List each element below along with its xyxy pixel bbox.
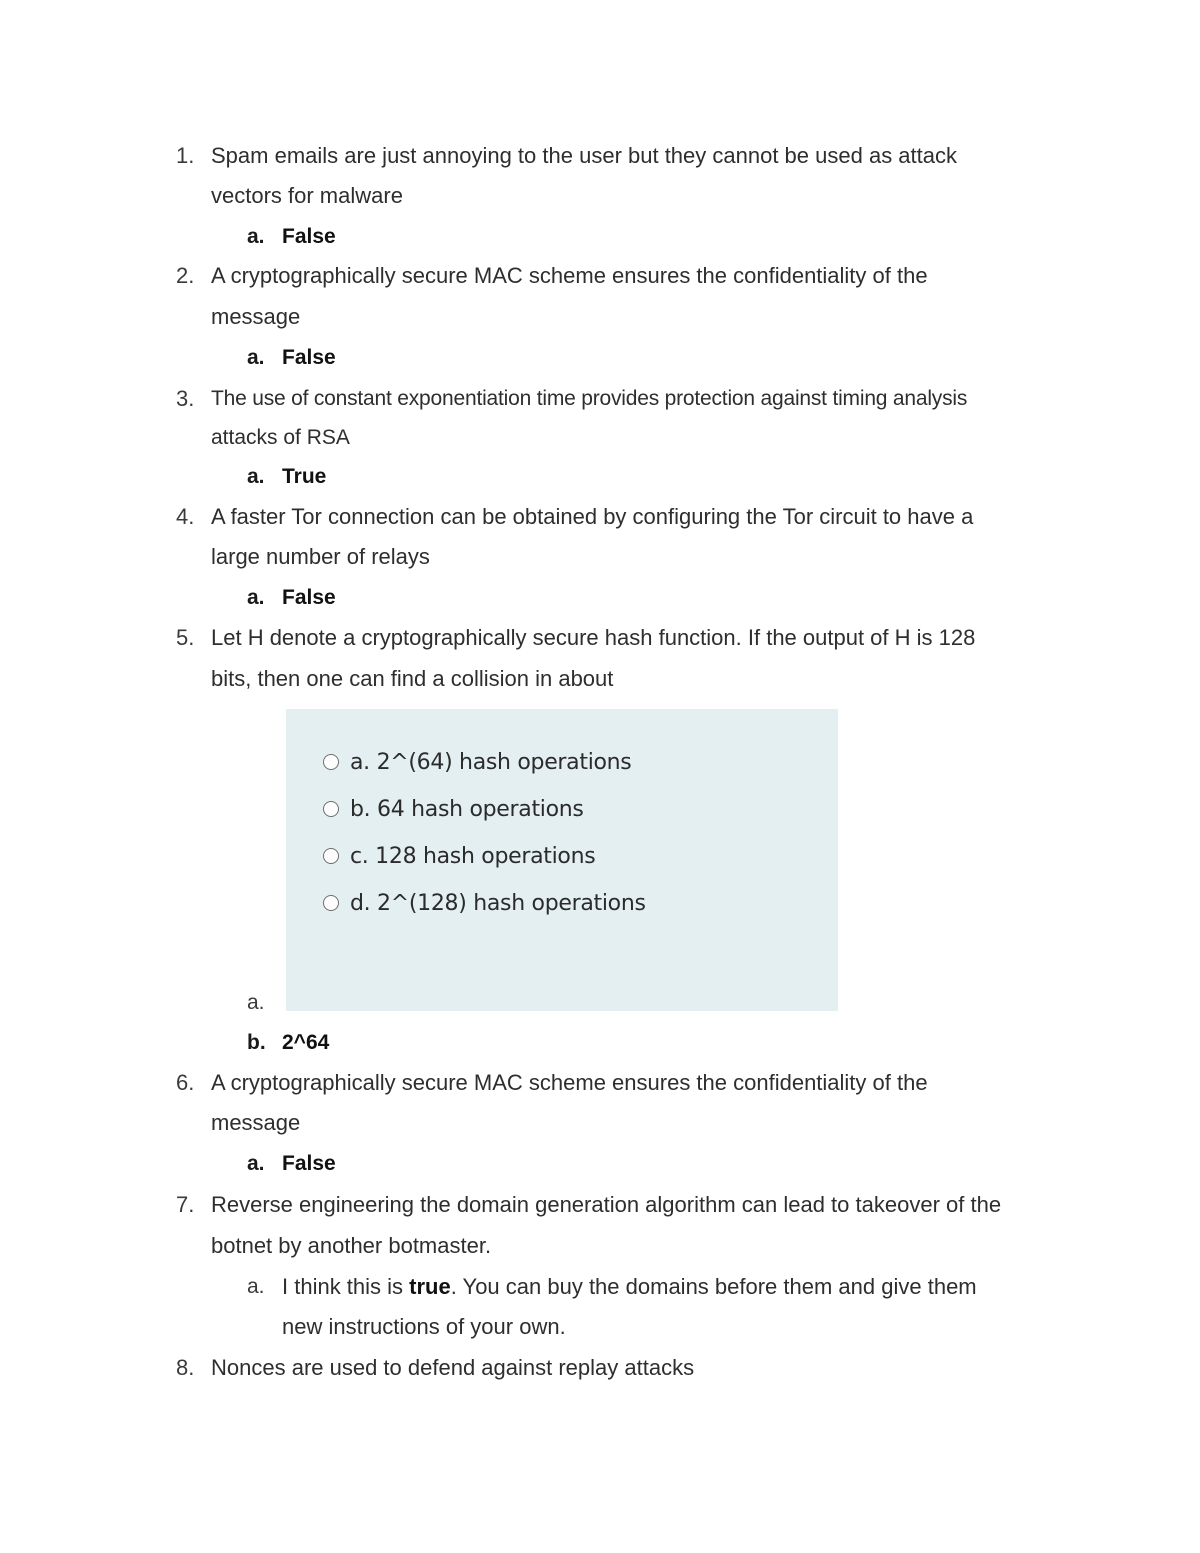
question-3-line-2: attacks of RSA (211, 426, 350, 449)
radio-icon (323, 754, 339, 770)
question-1-answer: False (282, 225, 336, 248)
question-1-number: 1. (176, 143, 195, 168)
question-7-line-2: botnet by another botmaster. (211, 1233, 492, 1258)
question-7-number: 7. (176, 1192, 195, 1217)
radio-icon (323, 895, 339, 911)
option-b-label: b. 64 hash operations (350, 796, 584, 822)
question-1-line-1: Spam emails are just annoying to the user but they cannot be used as attack (211, 143, 958, 168)
question-3-answer-letter: a. (247, 465, 265, 488)
question-4-line-1: A faster Tor connection can be obtained by configuring the Tor circuit to have a (211, 504, 974, 529)
question-3-answer: True (282, 465, 327, 488)
question-7-answer-line-2: new instructions of your own. (282, 1314, 566, 1339)
question-6-answer-letter: a. (247, 1152, 265, 1175)
question-6-answer: False (282, 1152, 336, 1175)
option-c (323, 841, 595, 871)
question-5-embedded-letter: a. (247, 991, 265, 1014)
option-d-label: d. 2^(128) hash operations (350, 890, 646, 916)
radio-icon (323, 801, 339, 817)
option-c-label: c. 128 hash operations (350, 843, 596, 869)
question-2-answer: False (282, 346, 336, 369)
option-a (323, 747, 631, 777)
question-5-answer: 2^64 (282, 1031, 330, 1054)
question-8-number: 8. (176, 1355, 195, 1380)
embedded-quiz-screenshot (286, 709, 838, 1011)
answer-suffix: . You can buy the domains before them and give them (450, 1274, 977, 1299)
question-5-line-2: bits, then one can find a collision in about (211, 666, 614, 691)
answer-emphasis: true (409, 1274, 451, 1299)
question-2-line-2: message (211, 304, 301, 329)
question-6-number: 6. (176, 1070, 195, 1095)
question-2-answer-letter: a. (247, 346, 265, 369)
radio-icon (323, 848, 339, 864)
question-6-line-1: A cryptographically secure MAC scheme ensures the confidentiality of the (211, 1070, 928, 1095)
question-4-answer: False (282, 586, 336, 609)
question-3-line-1: The use of constant exponentiation time provides protection against timing analysis (211, 387, 968, 410)
question-5-line-1: Let H denote a cryptographically secure hash function. If the output of H is 128 (211, 625, 976, 650)
option-a-label: a. 2^(64) hash operations (350, 749, 632, 775)
question-8-line-1: Nonces are used to defend against replay attacks (211, 1355, 695, 1380)
question-5-answer-letter: b. (247, 1031, 266, 1054)
question-6-line-2: message (211, 1110, 301, 1135)
question-1-line-2: vectors for malware (211, 183, 403, 208)
question-2-number: 2. (176, 263, 195, 288)
question-7-line-1: Reverse engineering the domain generation algorithm can lead to takeover of the (211, 1192, 1002, 1217)
answer-prefix: I think this is (282, 1274, 410, 1299)
question-2-line-1: A cryptographically secure MAC scheme ensures the confidentiality of the (211, 263, 928, 288)
question-5-number: 5. (176, 625, 195, 650)
question-4-line-2: large number of relays (211, 544, 430, 569)
question-1-answer-letter: a. (247, 225, 265, 248)
question-4-answer-letter: a. (247, 586, 265, 609)
question-4-number: 4. (176, 504, 195, 529)
question-3-number: 3. (176, 386, 195, 411)
option-d (323, 888, 646, 918)
question-7-answer-line-1 (282, 1274, 977, 1300)
question-7-answer-letter: a. (247, 1275, 265, 1298)
option-b (323, 794, 584, 824)
